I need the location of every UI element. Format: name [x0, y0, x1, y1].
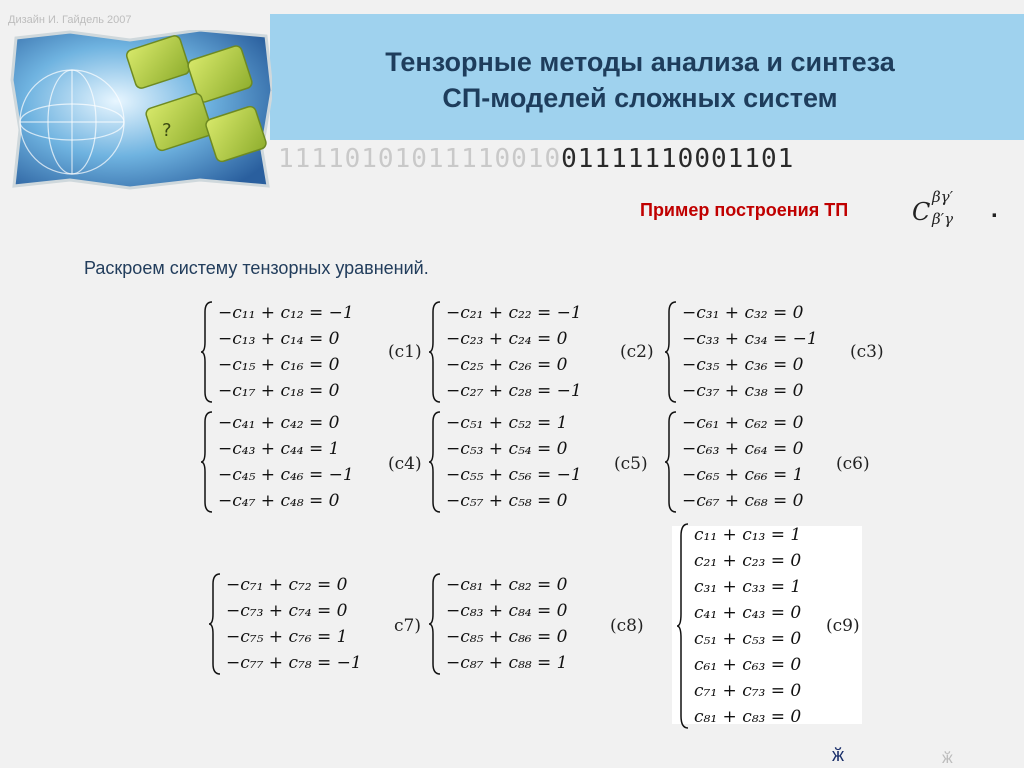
- equation: −c₇₅ + c₇₆ = 1: [226, 627, 348, 647]
- binary-light: 11110101011110010: [278, 144, 562, 174]
- equation: −c₆₅ + c₆₆ = 1: [682, 465, 804, 485]
- tensor-superscript: βγ′: [932, 188, 954, 206]
- equation: c₈₁ + c₈₃ = 0: [694, 707, 802, 727]
- equation: c₇₁ + c₇₃ = 0: [694, 681, 802, 701]
- equation: c₂₁ + c₂₃ = 0: [694, 551, 802, 571]
- brace-icon: [676, 522, 690, 730]
- brace-icon: [428, 410, 442, 514]
- equation: −c₃₃ + c₃₄ = −1: [682, 329, 818, 349]
- equation: c₃₁ + c₃₃ = 1: [694, 577, 802, 597]
- system-c9-tag: (c9): [826, 616, 860, 636]
- equation: −c₇₃ + c₇₄ = 0: [226, 601, 348, 621]
- equation: −c₂₁ + c₂₂ = −1: [446, 303, 582, 323]
- brace-icon: [200, 300, 214, 404]
- system-c6-tag: (c6): [836, 454, 870, 474]
- system-c3-tag: (c3): [850, 342, 884, 362]
- binary-dark: 01111110001101: [561, 144, 795, 174]
- equation: −c₇₁ + c₇₂ = 0: [226, 575, 348, 595]
- equation: −c₂₃ + c₂₄ = 0: [446, 329, 568, 349]
- system-c5-tag: (c5): [614, 454, 648, 474]
- system-c4-tag: (c4): [388, 454, 422, 474]
- brace-icon: [428, 572, 442, 676]
- title-line-2: СП-моделей сложных систем: [442, 83, 838, 113]
- design-credit: Дизайн И. Гайдель 2007: [8, 14, 132, 26]
- equation: −c₁₅ + c₁₆ = 0: [218, 355, 340, 375]
- equation: −c₄₃ + c₄₄ = 1: [218, 439, 340, 459]
- equation: −c₄₇ + c₄₈ = 0: [218, 491, 340, 511]
- logo-image: [10, 30, 272, 190]
- equation: −c₄₁ + c₄₂ = 0: [218, 413, 340, 433]
- section-subtitle: Пример построения ТП: [640, 200, 849, 220]
- equation: −c₁₇ + c₁₈ = 0: [218, 381, 340, 401]
- equation: c₁₁ + c₁₃ = 1: [694, 525, 802, 545]
- equation: c₄₁ + c₄₃ = 0: [694, 603, 802, 623]
- equation: c₅₁ + c₅₃ = 0: [694, 629, 802, 649]
- subtitle-period: .: [991, 196, 998, 223]
- equation: −c₃₅ + c₃₆ = 0: [682, 355, 804, 375]
- equation: −c₆₃ + c₆₄ = 0: [682, 439, 804, 459]
- brace-icon: [428, 300, 442, 404]
- equation: −c₇₇ + c₇₈ = −1: [226, 653, 362, 673]
- equation: −c₅₁ + c₅₂ = 1: [446, 413, 568, 433]
- equation: −c₈₅ + c₈₆ = 0: [446, 627, 568, 647]
- svg-text:?: ?: [162, 120, 172, 141]
- equation: −c₈₃ + c₈₄ = 0: [446, 601, 568, 621]
- system-c2-tag: (c2): [620, 342, 654, 362]
- footer-mark: ӂ: [832, 745, 845, 765]
- equation: c₆₁ + c₆₃ = 0: [694, 655, 802, 675]
- tensor-base: C: [912, 198, 931, 226]
- binary-strip: [278, 144, 794, 174]
- brace-icon: [664, 410, 678, 514]
- equation: −c₈₁ + c₈₂ = 0: [446, 575, 568, 595]
- brace-icon: [200, 410, 214, 514]
- lead-text: Раскроем систему тензорных уравнений.: [84, 258, 429, 278]
- equation: −c₄₅ + c₄₆ = −1: [218, 465, 354, 485]
- brace-icon: [208, 572, 222, 676]
- equation: −c₂₅ + c₂₆ = 0: [446, 355, 568, 375]
- page-title: [300, 44, 980, 116]
- equation: −c₆₁ + c₆₂ = 0: [682, 413, 804, 433]
- equation: −c₂₇ + c₂₈ = −1: [446, 381, 582, 401]
- brace-icon: [664, 300, 678, 404]
- footer-mark-faded: ӂ: [942, 750, 953, 767]
- equation: −c₈₇ + c₈₈ = 1: [446, 653, 568, 673]
- system-c7-tag: c7): [394, 616, 421, 636]
- equation: −c₅₃ + c₅₄ = 0: [446, 439, 568, 459]
- title-line-1: Тензорные методы анализа и синтеза: [385, 47, 895, 77]
- system-c1-tag: (c1): [388, 342, 422, 362]
- equation: −c₅₅ + c₅₆ = −1: [446, 465, 582, 485]
- equation: −c₅₇ + c₅₈ = 0: [446, 491, 568, 511]
- tensor-subscript: β′γ: [932, 210, 954, 228]
- equation: −c₁₁ + c₁₂ = −1: [218, 303, 354, 323]
- system-c8-tag: (c8): [610, 616, 644, 636]
- equation: −c₃₁ + c₃₂ = 0: [682, 303, 804, 323]
- equation: −c₆₇ + c₆₈ = 0: [682, 491, 804, 511]
- equation: −c₃₇ + c₃₈ = 0: [682, 381, 804, 401]
- equation: −c₁₃ + c₁₄ = 0: [218, 329, 340, 349]
